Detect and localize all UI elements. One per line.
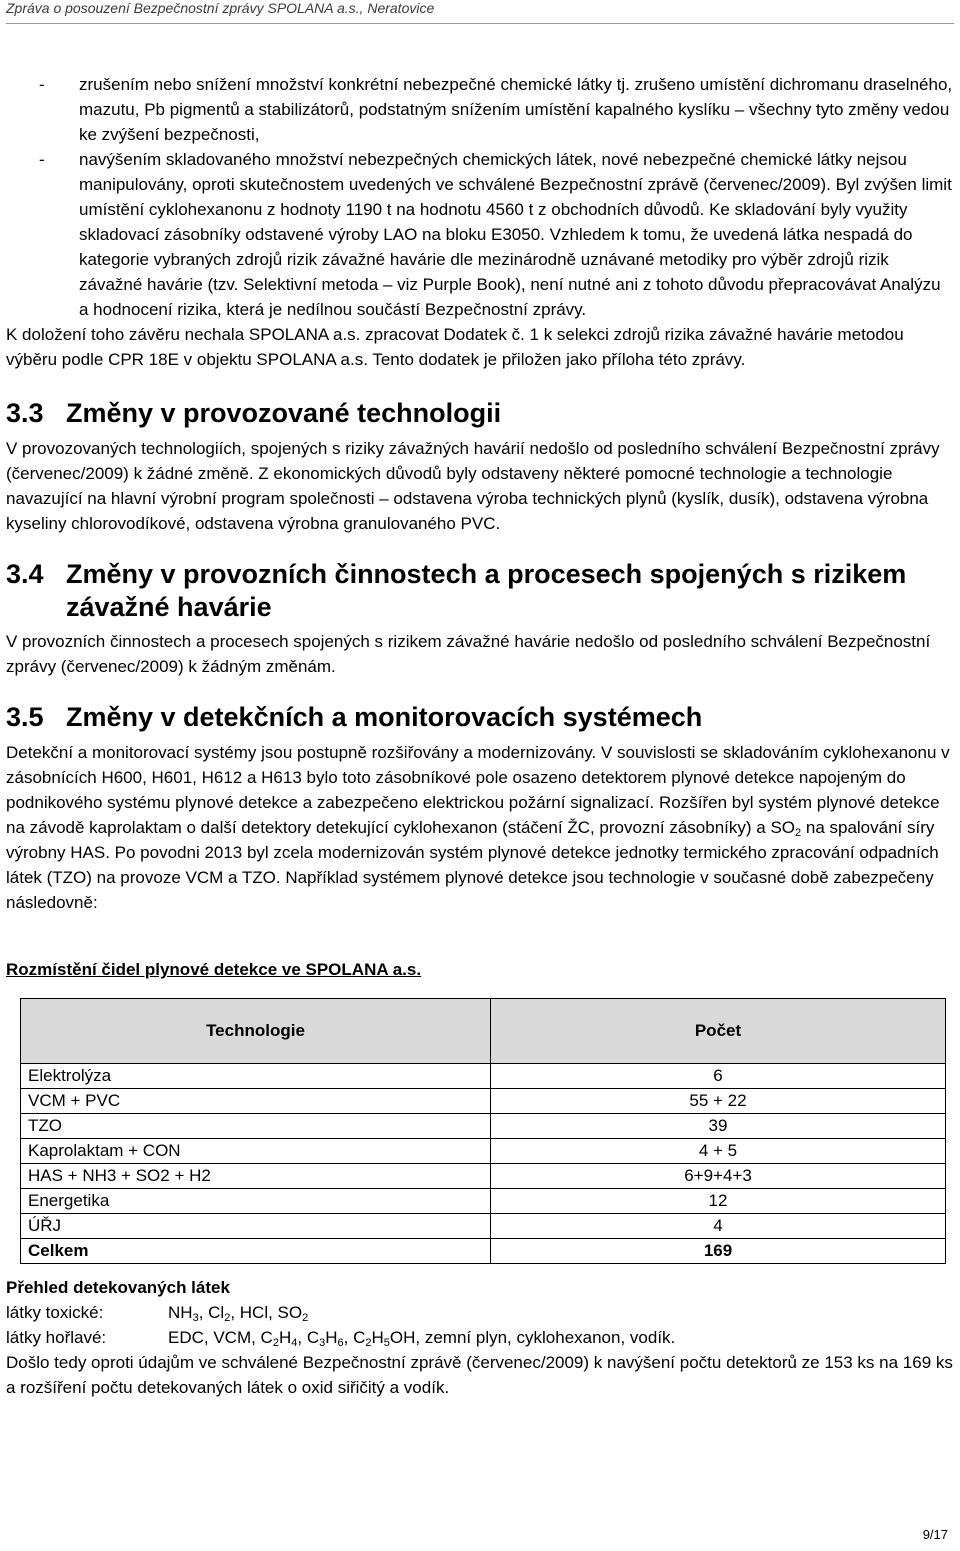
section-paragraph (6, 740, 954, 915)
list-item (6, 72, 954, 147)
section-title: Změny v detekčních a monitorovacích systémech (66, 702, 703, 732)
section-title: Změny v provozované technologii (66, 398, 502, 428)
table-row (21, 1089, 946, 1114)
section-number: 3.4 (6, 559, 44, 589)
closing-paragraph: Došlo tedy oproti údajům ve schválené Bezpečnostní zprávě (červenec/2009) k navýšení počtu detektorů ze 153 ks na 169 ks a rozšíření počtu detekovaných látek o oxid siřičitý a vodík. (6, 1353, 953, 1397)
table-cell: Elektrolýza (21, 1064, 491, 1089)
list-item (6, 147, 954, 322)
flammable-substances-line (6, 1325, 954, 1350)
table-cell: 6+9+4+3 (491, 1164, 946, 1189)
detector-table (20, 998, 946, 1264)
paragraph-text: Detekční a monitorovací systémy jsou postupně rozšiřovány a modernizovány. V souvislosti se skladováním cyklohexanonu v zásobnících H600, H601, H612 a H613 bylo toto zásobníkové pole osazeno detektorem plynové detekce napojeným do podnikového systému plynové detekce a zabezpečeno elektrickou požární signalizací. Rozšířen byl systém plynové detekce na závodě kaprolaktam o další detektory detekující cyklohexanon (stáčení ŽC, provozní zásobníky) a SO (6, 743, 950, 837)
page-number: 9/17 (922, 1527, 948, 1542)
section-heading-3-4 (6, 558, 954, 624)
list-dash: - (39, 150, 45, 169)
intro-paragraph: K doložení toho závěru nechala SPOLANA a.s. zpracovat Dodatek č. 1 k selekci zdrojů rizika závažné havárie metodou výběru podle CPR 18E v objektu SPOLANA a.s. Tento dodatek je přiložen jako příloha této zprávy. (6, 325, 904, 369)
toxic-list: $NH_3$, $Cl_2$, HCl, $SO_2$ (168, 1303, 309, 1324)
table-cell: ÚŘJ (21, 1214, 491, 1239)
document-header: Zpráva o posouzení Bezpečnostní zprávy SPOLANA a.s., Neratovice (6, 0, 435, 16)
paragraph-text: na spalování síry výrobny HAS. Po povodni 2013 byl zcela modernizován systém plynové detekce jednotky termického zpracování odpadních látek (TZO) na provoze VCM a TZO. Například systémem plynové detekce jsou technologie v současné době zabezpečeny následovně: (6, 818, 939, 912)
table-cell: HAS + NH3 + SO2 + H2 (21, 1164, 491, 1189)
table-row (21, 1214, 946, 1239)
table-cell: 55 + 22 (491, 1089, 946, 1114)
table-cell: 39 (491, 1114, 946, 1139)
document-body (6, 72, 954, 1400)
table-row (21, 1114, 946, 1139)
toxic-substances-line (6, 1300, 954, 1325)
table-row (21, 1064, 946, 1089)
list-item-text: navýšením skladovaného množství nebezpečných chemických látek, nové nebezpečné chemické látky nejsou manipulovány, oproti skutečnostem uvedených ve schválené Bezpečnostní zprávě (červenec/2009). Byl zvýšen limit umístění cyklohexanonu z hodnoty 1190 t na hodnotu 4560 t z obchodních důvodů. Ke skladování byly využity skladovací zásobníky odstavené výroby LAO na bloku E3050. Vzhledem k tomu, že uvedená látka nespadá do kategorie vybraných zdrojů rizik závažné havárie dle mezinárodně uznávané metodiky pro výběr zdrojů rizik závažné havárie (tzv. Selektivní metoda – viz Purple Book), není nutné ani z tohoto důvodu přepracovávat Analýzu a hodnocení rizika, která je nedílnou součástí Bezpečnostní zprávy. (79, 150, 952, 319)
table-cell: 169 (491, 1239, 946, 1264)
list-item-text: zrušením nebo snížení množství konkrétní nebezpečné chemické látky tj. zrušeno umístění dichromanu draselného, mazutu, Pb pigmentů a stabilizátorů, podstatným snížením umístění kapalného kyslíku – všechny tyto změny vedou ke zvýšení bezpečnosti, (79, 75, 953, 144)
table-cell: TZO (21, 1114, 491, 1139)
section-number: 3.5 (6, 702, 44, 732)
column-header: Technologie (21, 999, 491, 1064)
header-divider (6, 23, 954, 24)
table-header-row (21, 999, 946, 1064)
flammable-list: EDC, VCM, $C_2H_4$, $C_3H_6$, $C_2H_5OH$, zemní plyn, cyklohexanon, vodík. (168, 1328, 676, 1349)
section-title: Změny v provozních činnostech a procesech spojených s rizikem závažné havárie (66, 559, 907, 622)
table-cell: VCM + PVC (21, 1089, 491, 1114)
section-number: 3.3 (6, 398, 44, 428)
table-cell: 4 (491, 1214, 946, 1239)
substances-title: Přehled detekovaných látek (6, 1278, 230, 1297)
section-heading-3-5 (6, 701, 954, 734)
section-paragraph: V provozních činnostech a procesech spojených s rizikem závažné havárie nedošlo od posledního schválení Bezpečnostní zprávy (červenec/2009) k žádným změnám. (6, 632, 931, 676)
table-total-row (21, 1239, 946, 1264)
section-paragraph: V provozovaných technologiích, spojených s riziky závažných havárií nedošlo od posledního schválení Bezpečnostní zprávy (červenec/2009) k žádné změně. Z ekonomických důvodů byly odstaveny některé pomocné technologie a technologie navazující na hlavní výrobní program společnosti – odstavena výroba technických plynů (kyslík, dusík), odstavena výrobna kyseliny chlorovodíkové, odstavena výrobna granulovaného PVC. (6, 439, 940, 533)
table-cell: Energetika (21, 1189, 491, 1214)
subscript: 2 (795, 827, 802, 839)
table-cell: 12 (491, 1189, 946, 1214)
table-row (21, 1139, 946, 1164)
table-cell: 4 + 5 (491, 1139, 946, 1164)
table-cell: 6 (491, 1064, 946, 1089)
toxic-label: látky toxické: (6, 1303, 104, 1322)
table-cell: Celkem (21, 1239, 491, 1264)
section-heading-3-3 (6, 397, 954, 430)
table-title: Rozmístění čidel plynové detekce ve SPOLANA a.s. (6, 960, 422, 979)
list-dash: - (39, 75, 45, 94)
table-cell: Kaprolaktam + CON (21, 1139, 491, 1164)
flammable-label: látky hořlavé: (6, 1328, 107, 1347)
table-row (21, 1164, 946, 1189)
table-row (21, 1189, 946, 1214)
column-header: Počet (491, 999, 946, 1064)
